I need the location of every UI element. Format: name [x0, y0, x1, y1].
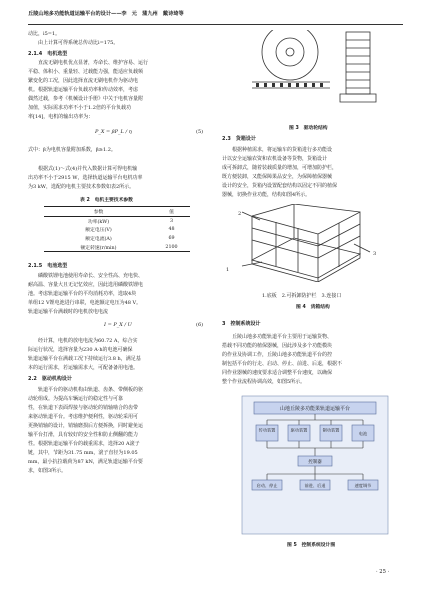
- cargo-box-figure: [232, 204, 382, 282]
- module-label: 传动装置: [258, 427, 276, 433]
- text-line: 磷酸铁锂电池使用寿命长、安全性高、充电快、: [28, 273, 144, 279]
- flowchart-title: 山地丘陵多功能果轨道运输平台: [279, 406, 351, 412]
- function-label: 启动、停止: [256, 483, 278, 488]
- page-number: · 25 ·: [376, 569, 390, 575]
- table-caption: 表 2 电机主要技术参数: [80, 198, 133, 203]
- figure-callout: 1: [226, 267, 230, 273]
- text-line: 输平台打滑，具有较好的安全性和防止侧翻的能力: [28, 432, 139, 438]
- text-line: 平稳、体积小、重量轻、过载能力强，能适应负载频: [28, 69, 144, 75]
- text-line: 轨道运输平台在满载工况下持续运行3.8 h，满足基: [28, 356, 141, 362]
- control-system-flowchart: [240, 394, 390, 536]
- text-line: 根据式(1)～式(4)并代入数据计算可得电机输: [28, 166, 138, 172]
- drive-wheel-figure: [222, 30, 402, 118]
- text-line: 轨道平台的驱动机构由轨道、齿条、带侧板的驱: [28, 387, 144, 393]
- text-line: 来驱动轨道平台。考虑维护便利性，驱动轮采用可: [28, 414, 139, 420]
- running-header: 丘陵山地多功能轨道运输平台的设计——李 元 蒲九州 戴诗琦等: [28, 11, 184, 17]
- table-cell: 额定电流(A): [85, 236, 112, 242]
- text-line: 经计算，电机的放电电流为60.72 A，综合实: [28, 338, 138, 344]
- equation-number: (5): [196, 129, 204, 135]
- figure-callout: 2: [238, 211, 242, 217]
- text-line: 求，如图3所示。: [28, 468, 67, 474]
- text-line: 出功率不小于2915 W，选择轨道运输平台电机功率: [28, 175, 143, 181]
- section-heading: 2.1.5 电池选型: [28, 263, 68, 269]
- text-line: 设计的安全，货箱内设置配套结构以固定不同的植保: [222, 183, 338, 189]
- motor-spec-table: [44, 206, 190, 252]
- table-cell: 额定转速(r/min): [44, 243, 153, 252]
- table-cell: 48: [168, 227, 175, 233]
- module-label: 驱动装置: [290, 427, 308, 433]
- section-heading: 3 控制系统设计: [222, 321, 261, 327]
- figure-caption: 图 4 货箱结构: [296, 305, 330, 310]
- text-line: 直流无刷电机优点显著，寿命长、维护容易、运行: [28, 60, 149, 66]
- section-heading: 2.2 驱动机构设计: [28, 376, 72, 382]
- controller-label: 控制器: [308, 460, 322, 465]
- section-heading: 2.3 货箱设计: [222, 136, 256, 142]
- text-line: 偶然过载，参考《机械设计手册》中关于电机容量附: [28, 96, 144, 102]
- text-line: 机。根据轨道运输平台负载功率和传动效率，考虑: [28, 87, 139, 93]
- text-line: 为3 kW，选配的电机主要技术参数如表2所示。: [28, 184, 135, 190]
- text-line: 的作业及协调工作，丘陵山地多功能轨道平台的控: [222, 352, 333, 358]
- text-line: 池。考虑轨道运输平台的平均消耗功率，选取4块: [28, 291, 137, 297]
- text-line: mm，最小抗拉载荷为87 kN，满足轨道运输平台要: [28, 459, 143, 465]
- table-cell: 额定电压(V): [85, 228, 112, 234]
- table-header: 参数: [44, 207, 153, 217]
- text-line: 制包括平台的行走、启动、停止、前进、后退，根据不: [222, 361, 343, 367]
- table-cell: 69: [168, 235, 175, 241]
- text-line: 同作业器械的速度要求适合调整平台速度，以确保: [222, 370, 333, 376]
- module-label: 电池: [358, 431, 368, 436]
- figure-legend: 1.底板 2.可拆卸防护栏 3.连接口: [262, 293, 342, 299]
- text-line: 单组12 V锂电池进行串联，电池额定电压为48 V。: [28, 300, 142, 306]
- equation-5: P_X = βP_L / η: [95, 129, 132, 135]
- table-header: 值: [153, 207, 190, 217]
- text-line: 计以安全运输农资和农机设备等货物，货箱设计: [222, 156, 328, 162]
- text-line: 丘陵山地多功能轨道平台主要用于运输货物、: [222, 334, 333, 340]
- flowchart-functions: [252, 480, 378, 490]
- table-row: [44, 216, 190, 225]
- text-line: 加值，实际需求功率不小于1.2倍的平台负载功: [28, 105, 131, 111]
- figure-caption: 图 3 驱动轮结构: [289, 126, 328, 131]
- module-label: 制动装置: [322, 427, 340, 433]
- text-line: 由上计算可得系统总传动比i=175。: [28, 40, 119, 46]
- text-line: 根据种植需求，将运输车的货箱进行多功能设: [222, 147, 333, 153]
- table-cell: 功率(kW): [87, 219, 110, 225]
- text-line: 链，其中，节距为31.75 mm，滚子直径为19.05: [28, 450, 138, 456]
- text-line: 既方便装卸，又能保障果品安全，为保障植保器械: [222, 174, 333, 180]
- equation-number: (6): [196, 322, 204, 328]
- text-line: 性，在轨道下表面焊接与驱动轮的销轴啮合的齿带: [28, 405, 139, 411]
- function-label: 速度调节: [354, 483, 372, 488]
- equation-note: 式中：β为电机容量附加系数，β≥1.2。: [28, 147, 116, 153]
- figure-caption: 图 5 控制系统设计图: [287, 543, 336, 548]
- text-line: 率[14]，电机的输出功率为：: [28, 114, 94, 120]
- text-line: 动比，i5=1。: [28, 31, 61, 37]
- text-line: 动轮组成。为提高车辆运行的稳定性与可靠: [28, 396, 124, 402]
- table-row: [44, 225, 190, 234]
- text-line: 器械，切换作业功能，结构如图4所示。: [222, 192, 311, 198]
- equation-6: I = P_X / U: [104, 322, 132, 328]
- table-cell: 2100: [153, 243, 190, 252]
- text-line: 搭载不同功能的植保器械，因此涉及多个功能模块: [222, 343, 333, 349]
- text-line: 耐高温、容量大且无记忆效应，因此选用磷酸铁锂电: [28, 282, 144, 288]
- table-cell: 3: [169, 218, 174, 224]
- text-line: 整个作业流程协调高效，如图5所示。: [222, 379, 306, 385]
- function-label: 前进、后退: [304, 483, 326, 488]
- header-rule: [28, 24, 403, 25]
- text-line: 轨道运输平台满载时的电机放电电流: [28, 309, 109, 315]
- figure-callout: 3: [373, 251, 377, 257]
- section-heading: 2.1.4 电机选型: [28, 51, 68, 57]
- text-line: 际运行状况，选择容量为230 A·h的电池可确保: [28, 347, 133, 353]
- text-line: 性。根据轨道运输平台的载重需求，选择20 A滚子: [28, 441, 140, 447]
- text-line: 更换销轴的设计，销轴磨损后方便拆换，同时避免运: [28, 423, 144, 429]
- table-row: [44, 234, 190, 243]
- text-line: 繁变化的工况，因此选择直流无刷电机作为驱动电: [28, 78, 139, 84]
- table-row: [44, 243, 190, 252]
- text-line: 成可拆卸式，随着装载质量的增加，可增加防护栏，: [222, 165, 338, 171]
- text-line: 本的运行需求，若运输需求大，可配备备用电池。: [28, 365, 139, 371]
